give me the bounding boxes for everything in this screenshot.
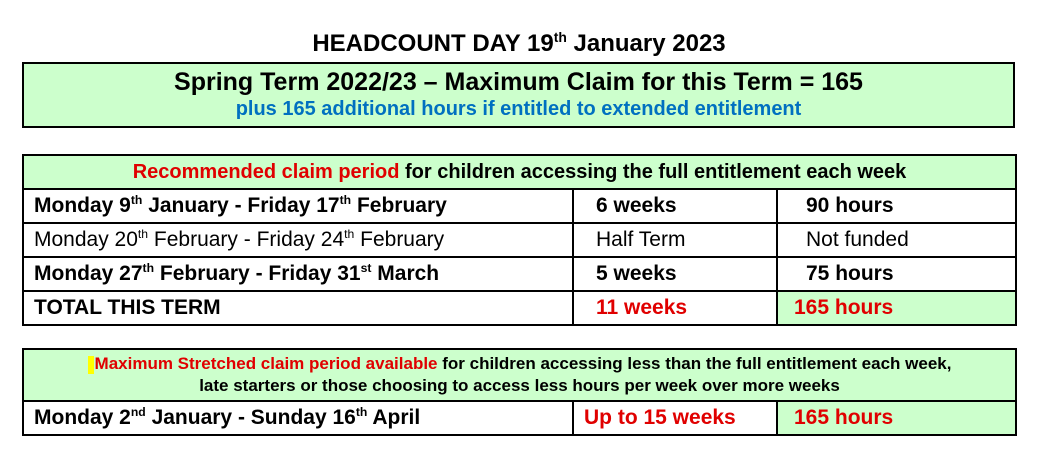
hours-cell: Not funded	[777, 223, 1016, 257]
highlight-mark	[88, 356, 94, 374]
period-cell: Monday 9th January - Friday 17th February	[23, 189, 573, 223]
table-row	[23, 401, 1016, 435]
stretched-header-row	[23, 349, 1016, 401]
table-row	[23, 223, 1016, 257]
hours-cell: 165 hours	[777, 401, 1016, 435]
period-cell: Monday 2nd January - Sunday 16th April	[23, 401, 573, 435]
table-row	[23, 257, 1016, 291]
hours-cell: 90 hours	[777, 189, 1016, 223]
recommended-claim-table	[22, 154, 1017, 326]
stretched-claim-table	[22, 348, 1017, 436]
period-cell: Monday 20th February - Friday 24th February	[23, 223, 573, 257]
total-row	[23, 291, 1016, 325]
weeks-cell: 5 weeks	[573, 257, 777, 291]
spring-term-box	[22, 62, 1015, 128]
recommended-header: Recommended claim period for children accessing the full entitlement each week	[23, 155, 1016, 189]
stretched-header: Maximum Stretched claim period available for children accessing less than the full entitlement each week, late starters or those choosing to access less hours per week over more weeks	[23, 349, 1016, 401]
table-row	[23, 189, 1016, 223]
weeks-cell: Half Term	[573, 223, 777, 257]
period-cell: Monday 27th February - Friday 31st March	[23, 257, 573, 291]
total-hours: 165 hours	[777, 291, 1016, 325]
weeks-cell: 6 weeks	[573, 189, 777, 223]
recommended-header-row	[23, 155, 1016, 189]
weeks-cell: Up to 15 weeks	[573, 401, 777, 435]
extended-entitlement-text: plus 165 additional hours if entitled to extended entitlement	[235, 98, 802, 120]
max-claim-text: Spring Term 2022/23 – Maximum Claim for this Term = 165	[174, 68, 863, 96]
hours-cell: 75 hours	[777, 257, 1016, 291]
page-title: HEADCOUNT DAY 19th January 2023	[312, 29, 726, 57]
total-weeks: 11 weeks	[573, 291, 777, 325]
total-label: TOTAL THIS TERM	[23, 291, 573, 325]
